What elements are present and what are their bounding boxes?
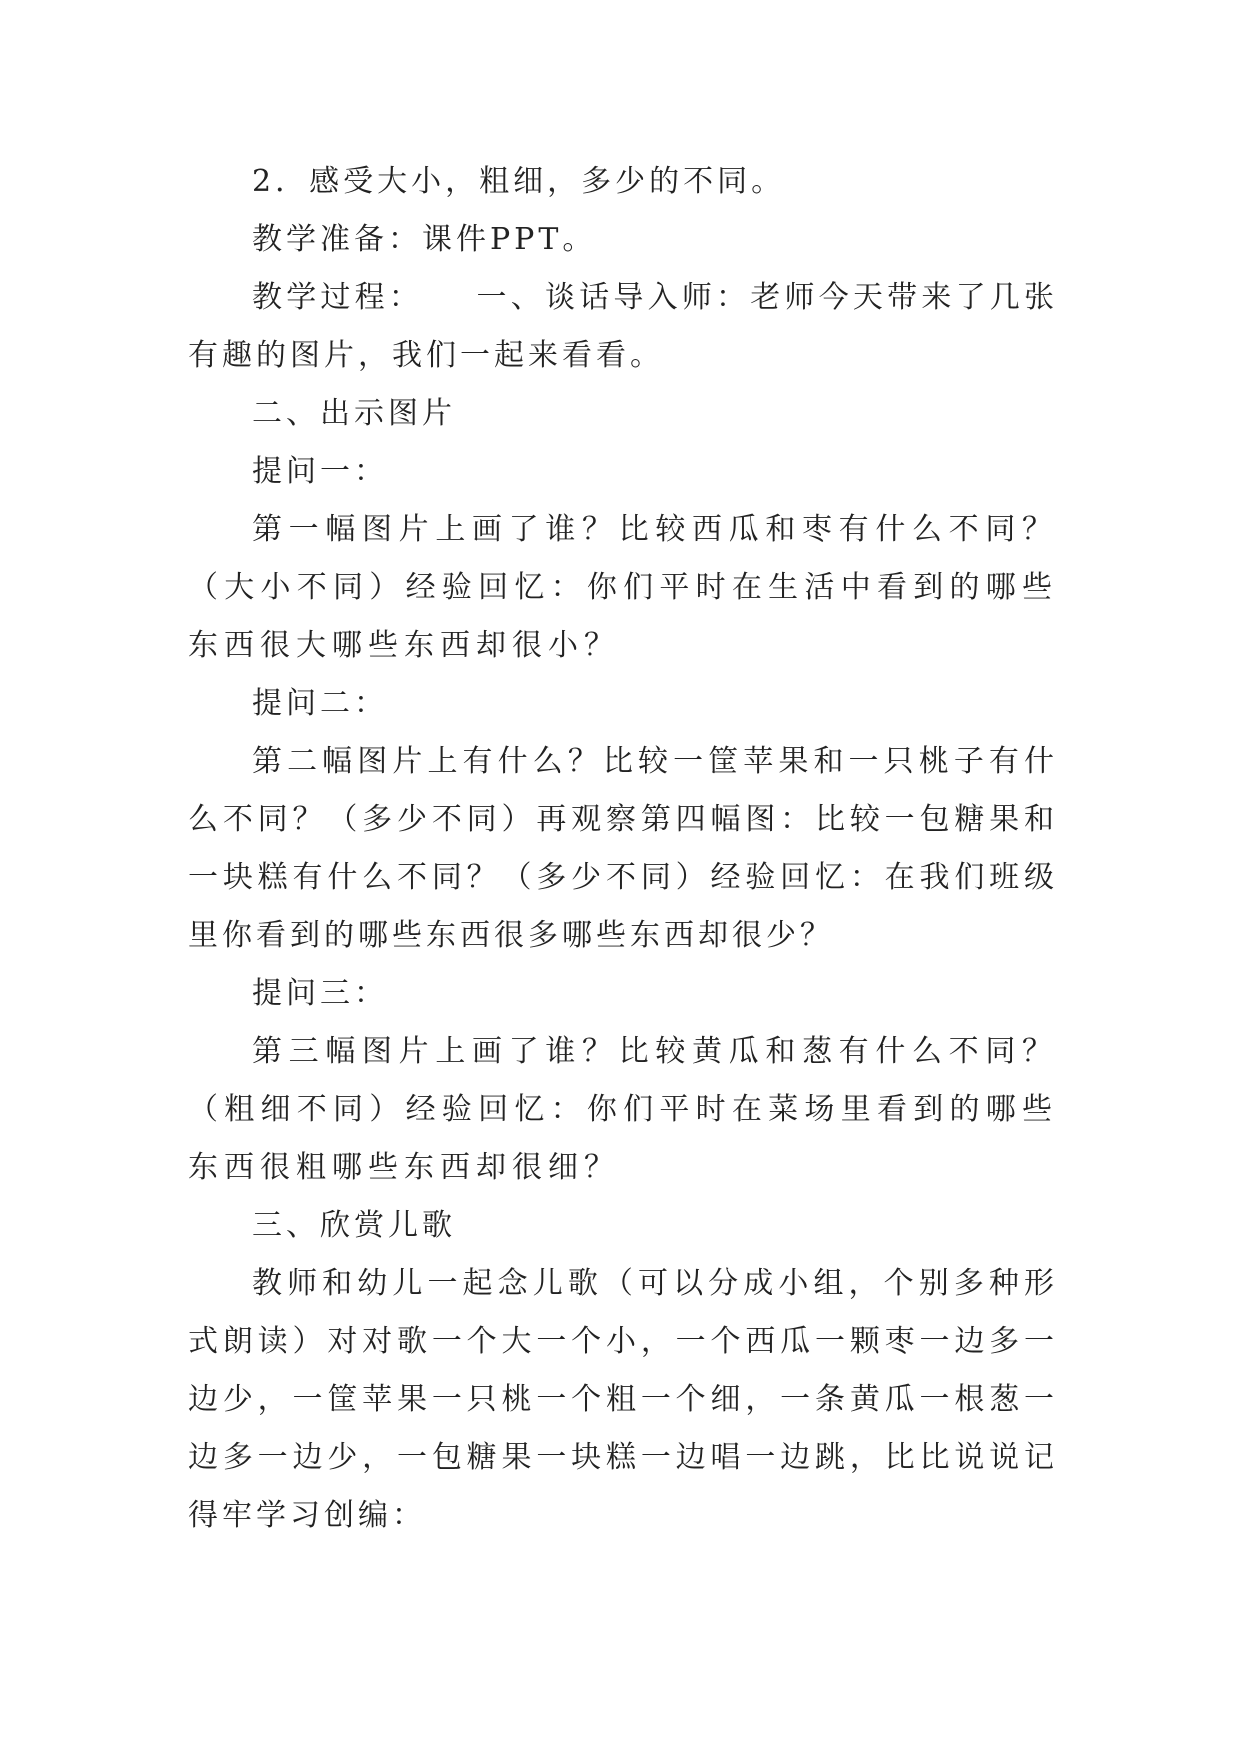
paragraph-question-1: 第一幅图片上画了谁？比较西瓜和枣有什么不同？（大小不同）经验回忆：你们平时在生活中看到的哪些东西很大哪些东西却很小？ xyxy=(188,512,1058,663)
question-heading-1: 提问一： xyxy=(252,454,388,489)
paragraph-objective-2: 2．感受大小，粗细，多少的不同。 xyxy=(252,164,786,199)
section-heading-show-pictures: 二、出示图片 xyxy=(252,396,456,431)
paragraph-nursery-rhyme: 教师和幼儿一起念儿歌（可以分成小组，个别多种形式朗读）对对歌一个大一个小，一个西瓜一颗枣一边多一边少，一筐苹果一只桃一个粗一个细，一条黄瓜一根葱一边多一边少，一包糖果一块糕一边唱一边跳，比比说说记得牢学习创编： xyxy=(188,1266,1058,1533)
paragraph-question-3: 第三幅图片上画了谁？比较黄瓜和葱有什么不同？（粗细不同）经验回忆：你们平时在菜场里看到的哪些东西很粗哪些东西却很细？ xyxy=(188,1034,1058,1185)
question-heading-3: 提问三： xyxy=(252,976,388,1011)
question-heading-2: 提问二： xyxy=(252,686,388,721)
section-heading-nursery-rhyme: 三、欣赏儿歌 xyxy=(252,1208,456,1243)
paragraph-preparation: 教学准备：课件PPT。 xyxy=(252,222,597,257)
document-body xyxy=(188,153,1058,1545)
paragraph-process-intro: 教学过程： 一、谈话导入师：老师今天带来了几张有趣的图片，我们一起来看看。 xyxy=(188,280,1058,373)
paragraph-question-2: 第二幅图片上有什么？比较一筐苹果和一只桃子有什么不同？（多少不同）再观察第四幅图：比较一包糖果和一块糕有什么不同？（多少不同）经验回忆：在我们班级里你看到的哪些东西很多哪些东西却很少？ xyxy=(188,744,1058,953)
